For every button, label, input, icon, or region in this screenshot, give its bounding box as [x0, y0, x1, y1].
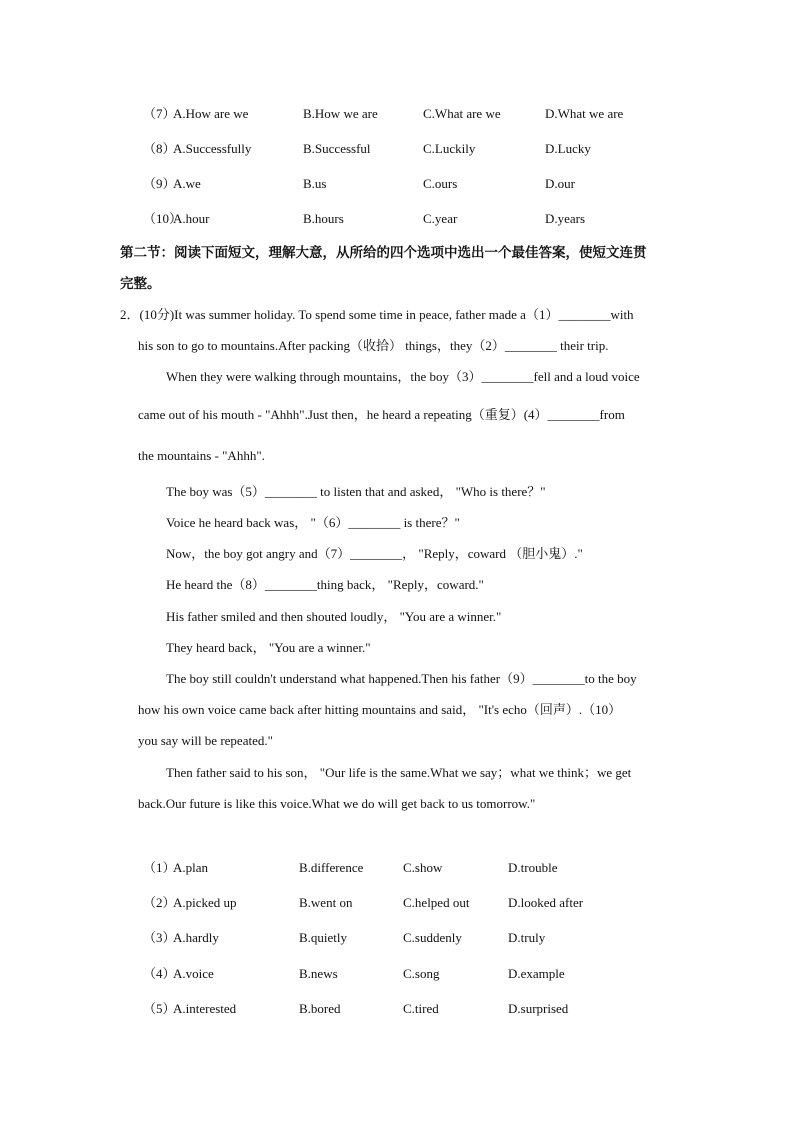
option-number: （8） — [143, 141, 176, 156]
option-a: A.hour — [173, 211, 210, 226]
option-a: A.we — [173, 176, 201, 191]
option-c: C.helped out — [403, 895, 470, 910]
option-d: D.truly — [508, 930, 546, 945]
option-a: A.How are we — [173, 106, 249, 121]
passage-line: back.Our future is like this voice.What we do will get back to us tomorrow." — [138, 796, 536, 811]
option-number: （4） — [143, 966, 176, 981]
passage-line: came out of his mouth - "Ahhh".Just then，he heard a repeating（重复）(4）________from — [138, 407, 625, 422]
option-c: C.ours — [423, 176, 458, 191]
option-number: （3） — [143, 930, 176, 945]
passage-line: They heard back， "You are a winner." — [166, 640, 371, 655]
option-c: C.song — [403, 966, 440, 981]
option-b: B.us — [303, 176, 327, 191]
option-c: C.Luckily — [423, 141, 476, 156]
option-b: B.Successful — [303, 141, 371, 156]
option-number: （2） — [143, 895, 176, 910]
option-number: （9） — [143, 176, 176, 191]
passage-line: His father smiled and then shouted loudly， "You are a winner." — [166, 609, 502, 624]
passage-line: Then father said to his son， "Our life is the same.What we say；what we think；we get — [166, 765, 632, 780]
section-heading: 第二节：阅读下面短文，理解大意，从所给的四个选项中选出一个最佳答案，使短文连贯 — [120, 245, 647, 260]
option-a: A.picked up — [173, 895, 237, 910]
passage-line: When they were walking through mountains，the boy（3）________fell and a loud voice — [166, 369, 640, 384]
option-d: D.What we are — [545, 106, 624, 121]
option-a: A.Successfully — [173, 141, 252, 156]
option-d: D.our — [545, 176, 575, 191]
option-a: A.voice — [173, 966, 214, 981]
option-c: C.year — [423, 211, 458, 226]
option-b: B.news — [299, 966, 338, 981]
option-c: C.show — [403, 860, 443, 875]
option-d: D.Lucky — [545, 141, 591, 156]
passage-line: how his own voice came back after hitting mountains and said， "It's echo（回声）.（10） — [138, 702, 622, 717]
option-a: A.plan — [173, 860, 209, 875]
option-d: D.years — [545, 211, 586, 226]
option-b: B.difference — [299, 860, 364, 875]
option-c: C.tired — [403, 1001, 439, 1016]
passage-line: He heard the（8）________thing back， "Reply，coward." — [166, 577, 484, 592]
passage-line: you say will be repeated." — [138, 733, 273, 748]
passage-line: The boy still couldn't understand what happened.Then his father（9）________to the boy — [166, 671, 637, 686]
option-number: （10） — [143, 211, 183, 226]
option-number: （1） — [143, 860, 176, 875]
option-b: B.bored — [299, 1001, 341, 1016]
section-heading-continued: 完整。 — [120, 276, 161, 291]
option-number: （5） — [143, 1001, 176, 1016]
option-b: B.went on — [299, 895, 353, 910]
passage-line: Voice he heard back was， "（6）________ is there？" — [166, 515, 460, 530]
option-a: A.hardly — [173, 930, 219, 945]
option-d: D.surprised — [508, 1001, 569, 1016]
option-b: B.hours — [303, 211, 344, 226]
option-c: C.What are we — [423, 106, 501, 121]
option-d: D.looked after — [508, 895, 584, 910]
option-number: （7） — [143, 106, 176, 121]
passage-line: his son to go to mountains.After packing（收拾） things，they（2）________ their trip. — [138, 338, 609, 353]
option-b: B.quietly — [299, 930, 348, 945]
option-d: D.trouble — [508, 860, 558, 875]
option-b: B.How we are — [303, 106, 378, 121]
option-c: C.suddenly — [403, 930, 462, 945]
passage-line: Now，the boy got angry and（7）________， "Reply，coward （胆小鬼）." — [166, 546, 583, 561]
option-a: A.interested — [173, 1001, 237, 1016]
passage-line: the mountains - "Ahhh". — [138, 448, 265, 463]
option-d: D.example — [508, 966, 565, 981]
passage-line: The boy was（5）________ to listen that and asked， "Who is there？" — [166, 484, 546, 499]
passage-line: 2．(10分)It was summer holiday. To spend some time in peace, father made a（1）________with — [120, 307, 634, 322]
